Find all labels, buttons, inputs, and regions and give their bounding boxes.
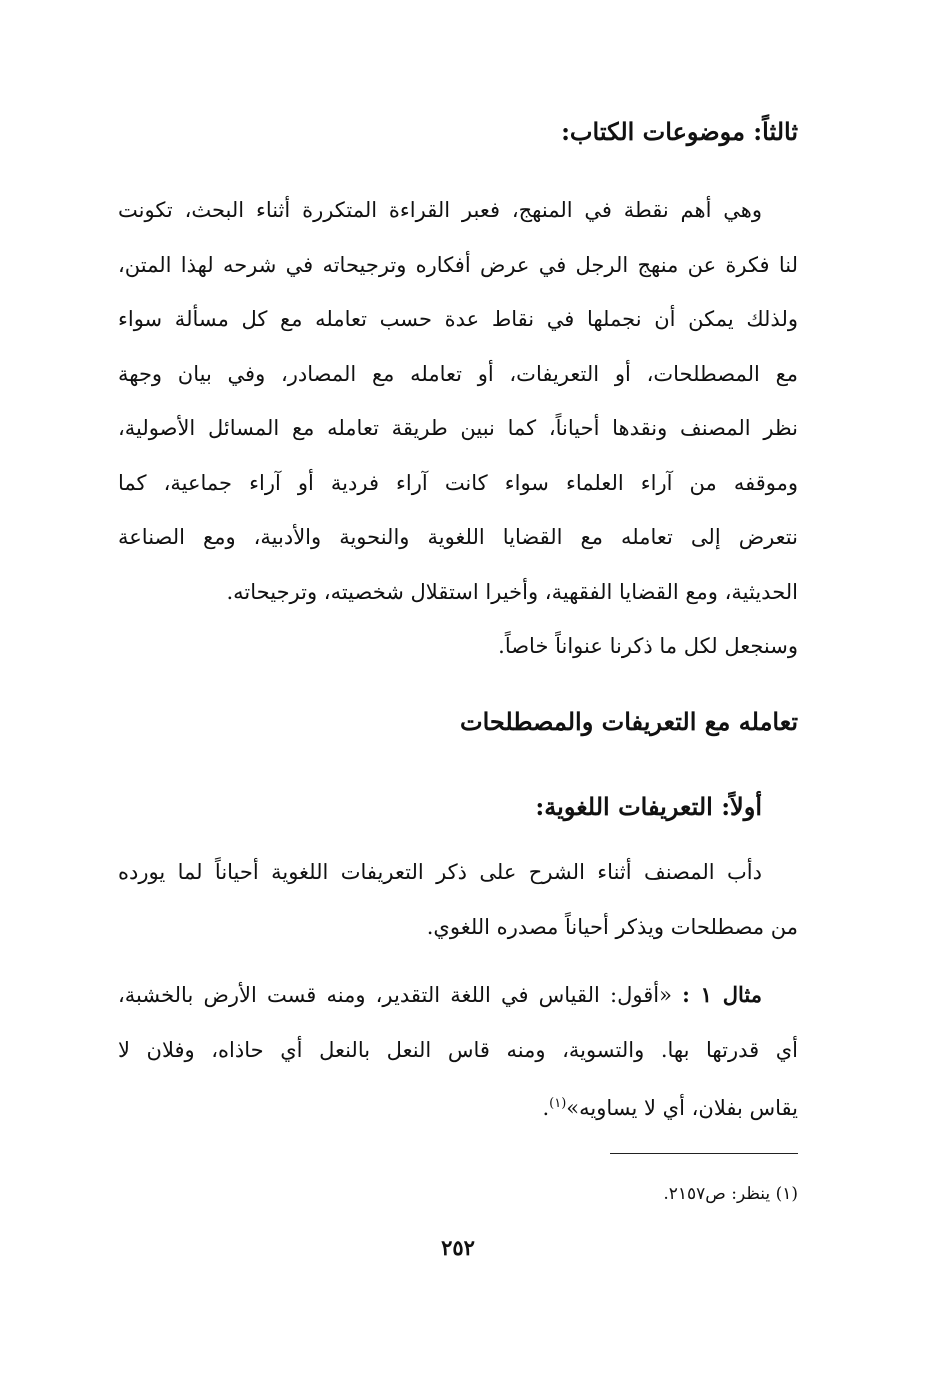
text-line: من مصطلحات ويذكر أحياناً مصدره اللغوي. [426,914,798,939]
example-line: أي قدرتها بها. والتسوية، ومنه قاس النعل بالنعل أي حاذاه، وفلان لا [118,1037,798,1062]
example-text: يقاس بفلان، أي لا يساويه» [566,1096,798,1120]
example-line [118,968,798,1023]
text-line: ولذلك يمكن أن نجملها في نقاط عدة حسب تعامله مع كل مسألة سواء [118,307,798,331]
example-text: «أقول: القياس في اللغة التقدير، ومنه قست الأرض بالخشبة، [118,983,672,1007]
text-line: الحديثية، ومع القضايا الفقهية، وأخيرا استقلال شخصيته، وترجيحاته. [226,579,798,604]
text-line: وموقفه من آراء العلماء سواء كانت آراء فردية أو آراء جماعية، كما [118,470,798,495]
example-end: . [542,1096,550,1120]
text-line: دأب المصنف أثناء الشرح على ذكر التعريفات اللغوية أحياناً لما يورده [118,860,762,884]
example-paragraph [118,968,798,1136]
sub-heading: أولاً: التعريفات اللغوية: [535,792,762,821]
document-page [118,0,798,1376]
intro-paragraph [118,183,798,674]
footnote-divider [610,1153,798,1154]
text-line: لنا فكرة عن منهج الرجل في عرض أفكاره وترجيحاته في شرحه لهذا المتن، [118,252,798,277]
footnote-ref: (١) [549,1096,567,1111]
subsection-heading: تعامله مع التعريفات والمصطلحات [460,707,798,736]
example-label: مثال ١ : [682,982,762,1007]
example-line [118,1077,798,1136]
text-line: مع المصطلحات، أو التعريفات، أو تعامله مع المصادر، وفي بيان وجهة [118,361,798,386]
text-line: وسنجعل لكل ما ذكرنا عنواناً خاصاً. [498,634,798,658]
text-line: نتعرض إلى تعامله مع القضايا اللغوية والنحوية والأدبية، ومع الصناعة [118,525,798,549]
text-line: وهي أهم نقطة في المنهج، فعبر القراءة المتكررة أثناء البحث، تكونت [118,198,762,222]
section-heading: ثالثاً: موضوعات الكتاب: [561,117,798,146]
definitions-paragraph [118,845,798,954]
footnote: (١) ينظر: ص٢١٥٧. [663,1184,798,1204]
text-line: نظر المصنف ونقدها أحياناً، كما نبين طريقة تعامله مع المسائل الأصولية، [118,416,798,440]
page-number: ٢٥٢ [441,1235,475,1260]
